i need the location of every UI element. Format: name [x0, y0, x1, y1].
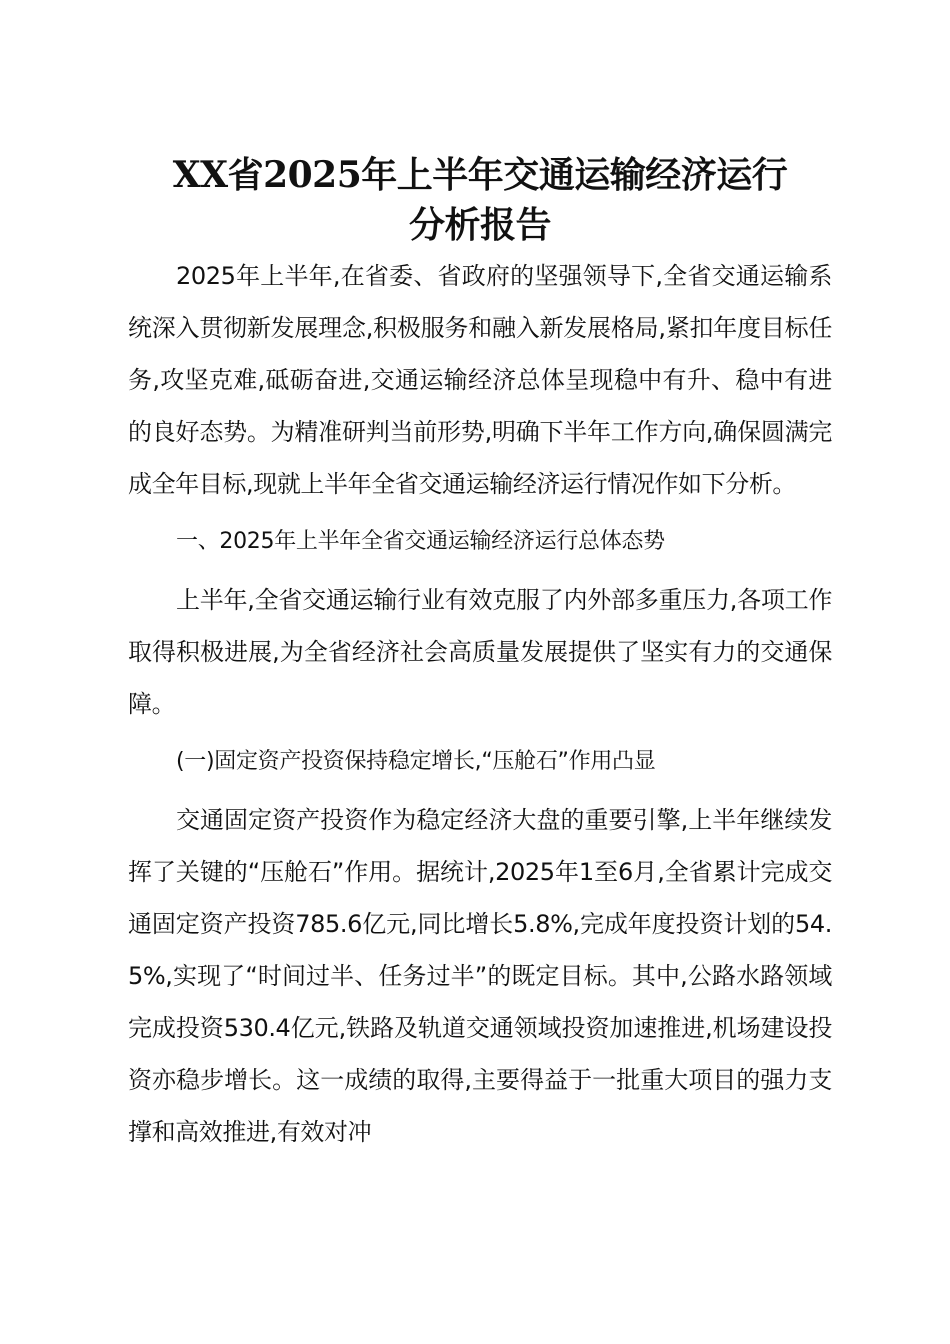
document-page [128, 150, 832, 1164]
document-title [128, 150, 832, 250]
subsection-1-paragraph: 交通固定资产投资作为稳定经济大盘的重要引擎,上半年继续发挥了关键的“压舱石”作用。据统计,2025年1至6月,全省累计完成交通固定资产投资785.6亿元,同比增长5.8%,完成年度投资计划的54.5%,实现了“时间过半、任务过半”的既定目标。其中,公路水路领域完成投资530.4亿元,铁路及轨道交通领域投资加速推进,机场建设投资亦稳步增长。这一成绩的取得,主要得益于一批重大项目的强力支撑和高效推进,有效对冲 [128, 806, 832, 1146]
subsection-1-heading: (一)固定资产投资保持稳定增长,“压舱石”作用凸显 [176, 749, 656, 774]
section-1-paragraph: 上半年,全省交通运输行业有效克服了内外部多重压力,各项工作取得积极进展,为全省经济社会高质量发展提供了坚实有力的交通保障。 [128, 586, 832, 718]
title-line-1: XX省2025年上半年交通运输经济运行 [172, 154, 788, 196]
title-line-2: 分析报告 [408, 204, 551, 246]
intro-paragraph: 2025年上半年,在省委、省政府的坚强领导下,全省交通运输系统深入贯彻新发展理念,积极服务和融入新发展格局,紧扣年度目标任务,攻坚克难,砥砺奋进,交通运输经济总体呈现稳中有升、稳中有进的良好态势。为精准研判当前形势,明确下半年工作方向,确保圆满完成全年目标,现就上半年全省交通运输经济运行情况作如下分析。 [128, 262, 832, 498]
section-1-heading: 一、2025年上半年全省交通运输经济运行总体态势 [176, 529, 665, 554]
